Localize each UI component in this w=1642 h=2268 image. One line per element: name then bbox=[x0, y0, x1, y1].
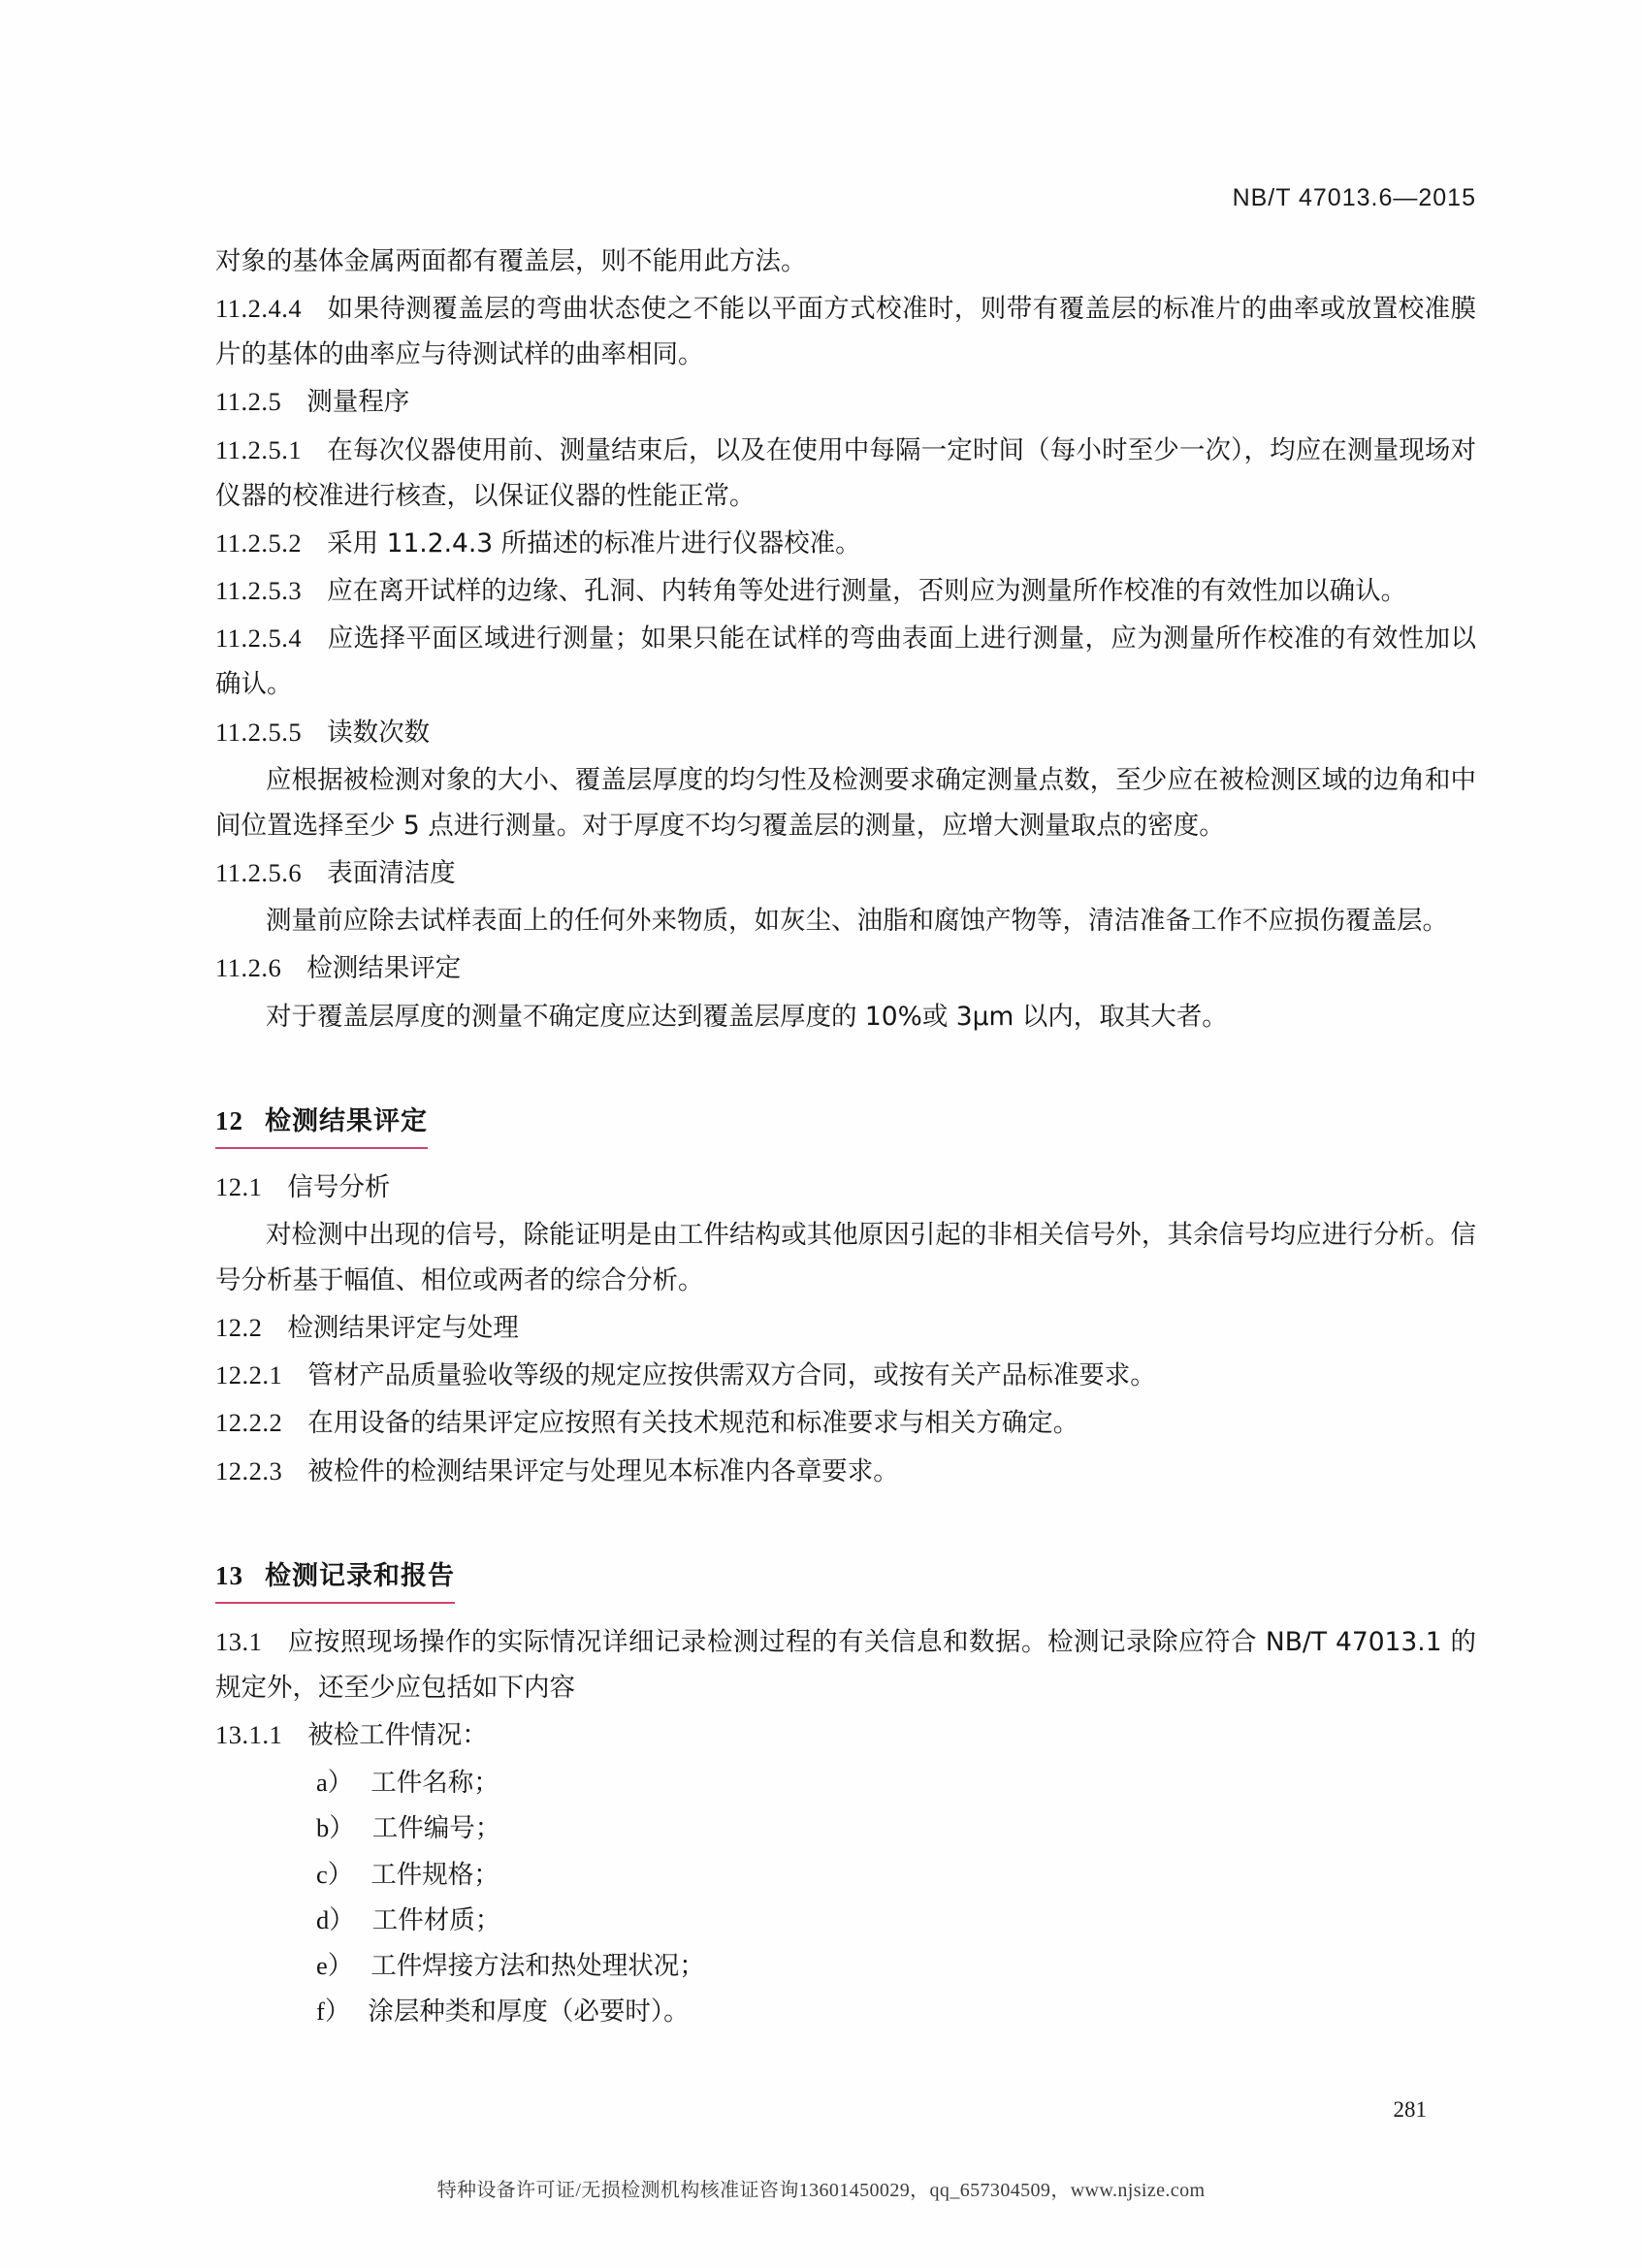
section-heading-13 bbox=[215, 1552, 455, 1604]
list-item bbox=[316, 1805, 1476, 1851]
list-item bbox=[316, 1760, 1476, 1805]
list-item-text: 工件材质； bbox=[371, 1904, 501, 1935]
paragraph-11-2-5-6-body: 测量前应除去试样表面上的任何外来物质，如灰尘、油脂和腐蚀产物等，清洁准备工作不应损伤覆盖层。 bbox=[266, 906, 1448, 937]
section-number: 13 bbox=[215, 1560, 243, 1590]
clause-number: 11.2.5.1 bbox=[215, 434, 303, 464]
document-body bbox=[215, 239, 1476, 2034]
clause-number: 11.2.5.2 bbox=[215, 527, 303, 558]
list-item-label: c） bbox=[316, 1859, 354, 1889]
clause-number: 12.1 bbox=[215, 1171, 263, 1201]
paragraph-12-2-1 bbox=[215, 1353, 1476, 1398]
paragraph-12-2-2 bbox=[215, 1400, 1476, 1446]
clause-number: 11.2.5.5 bbox=[215, 717, 303, 747]
list-item-text: 工件焊接方法和热处理状况； bbox=[370, 1950, 705, 1981]
clause-number: 12.2.1 bbox=[215, 1360, 283, 1390]
section-title: 检测结果评定 bbox=[265, 1105, 428, 1136]
clause-text: 应在离开试样的边缘、孔洞、内转角等处进行测量，否则应为测量所作校准的有效性加以确认。 bbox=[327, 576, 1407, 607]
clause-text: 采用 11.2.4.3 所描述的标准片进行仪器校准。 bbox=[327, 527, 861, 559]
paragraph-11-2-5-3 bbox=[215, 568, 1476, 614]
clause-text: 表面清洁度 bbox=[327, 858, 456, 889]
clause-text: 在每次仪器使用前、测量结束后，以及在使用中每隔一定时间（每小时至少一次），均应在测量现场对仪器的校准进行核查，以保证仪器的性能正常。 bbox=[215, 434, 1476, 511]
section-heading-12 bbox=[215, 1098, 428, 1149]
clause-text: 信号分析 bbox=[287, 1171, 391, 1202]
page-header-standard-code: NB/T 47013.6—2015 bbox=[1232, 184, 1476, 211]
paragraph-12-1-body: 对检测中出现的信号，除能证明是由工件结构或其他原因引起的非相关信号外，其余信号均应进行分析。信号分析基于幅值、相位或两者的综合分析。 bbox=[215, 1219, 1476, 1296]
clause-number: 13.1.1 bbox=[215, 1720, 283, 1750]
list-item bbox=[316, 1989, 1476, 2034]
clause-text: 应选择平面区域进行测量；如果只能在试样的弯曲表面上进行测量，应为测量所作校准的有效性加以确认。 bbox=[215, 623, 1476, 700]
list-item bbox=[316, 1898, 1476, 1943]
clause-number: 12.2.2 bbox=[215, 1408, 283, 1438]
list-item bbox=[316, 1852, 1476, 1898]
heading-11-2-5-5 bbox=[215, 710, 1476, 755]
page-content bbox=[215, 184, 1476, 2034]
clause-text: 测量程序 bbox=[306, 387, 410, 418]
heading-12-2 bbox=[215, 1305, 1476, 1351]
paragraph-continuation: 对象的基体金属两面都有覆盖层，则不能用此方法。 bbox=[215, 246, 807, 276]
paragraph-13-1 bbox=[215, 1619, 1476, 1710]
paragraph-11-2-5-4 bbox=[215, 616, 1476, 707]
clause-text: 读数次数 bbox=[327, 717, 431, 748]
clause-number: 11.2.5.4 bbox=[215, 623, 303, 654]
heading-12-1 bbox=[215, 1165, 1476, 1210]
heading-11-2-5 bbox=[215, 379, 1476, 425]
clause-text: 被检工件情况： bbox=[307, 1720, 488, 1751]
list-item-text: 工件名称； bbox=[370, 1768, 499, 1799]
heading-11-2-6 bbox=[215, 945, 1476, 991]
list-item-text: 工件编号； bbox=[371, 1813, 501, 1844]
clause-number: 11.2.5 bbox=[215, 387, 282, 417]
section-title: 检测记录和报告 bbox=[265, 1560, 455, 1591]
list-item-text: 工件规格； bbox=[370, 1859, 499, 1890]
paragraph-11-2-6-body: 对于覆盖层厚度的测量不确定度应达到覆盖层厚度的 10%或 3μm 以内，取其大者。 bbox=[266, 1001, 1228, 1032]
list-item-label: e） bbox=[316, 1950, 354, 1980]
clause-number: 13.1 bbox=[215, 1626, 263, 1656]
clause-text: 管材产品质量验收等级的规定应按供需双方合同，或按有关产品标准要求。 bbox=[307, 1360, 1156, 1391]
list-item bbox=[316, 1943, 1476, 1989]
clause-number: 11.2.4.4 bbox=[215, 294, 303, 324]
section-number: 12 bbox=[215, 1105, 243, 1135]
clause-number: 11.2.6 bbox=[215, 953, 282, 983]
clause-number: 12.2 bbox=[215, 1313, 263, 1343]
clause-number: 11.2.5.3 bbox=[215, 576, 303, 606]
list-item-text: 涂层种类和厚度（必要时）。 bbox=[368, 1996, 690, 2028]
footer-watermark-note: 特种设备许可证/无损检测机构核准证咨询13601450029，qq_657304509，www.njsize.com bbox=[436, 2180, 1206, 2201]
clause-text: 被检件的检测结果评定与处理见本标准内各章要求。 bbox=[307, 1455, 899, 1486]
clause-number: 11.2.5.6 bbox=[215, 858, 303, 888]
paragraph-11-2-5-1 bbox=[215, 428, 1476, 519]
paragraph-11-2-5-5-body: 应根据被检测对象的大小、覆盖层厚度的均匀性及检测要求确定测量点数，至少应在被检测区域的边角和中间位置选择至少 5 点进行测量。对于厚度不均匀覆盖层的测量，应增大测量取点的密度。 bbox=[215, 764, 1476, 841]
list-item-label: b） bbox=[316, 1813, 355, 1843]
clause-number: 12.2.3 bbox=[215, 1455, 283, 1485]
list-item-label: f） bbox=[316, 1996, 351, 2027]
heading-11-2-5-6 bbox=[215, 850, 1476, 896]
section-12-block bbox=[215, 1072, 1476, 1494]
paragraph-13-1-1 bbox=[215, 1712, 1476, 1758]
list-item-label: d） bbox=[316, 1904, 355, 1934]
paragraph-12-2-3 bbox=[215, 1449, 1476, 1494]
section-13-block bbox=[215, 1527, 1476, 2034]
clause-text: 应按照现场操作的实际情况详细记录检测过程的有关信息和数据。检测记录除应符合 NB/T 47013.1 的规定外，还至少应包括如下内容 bbox=[215, 1626, 1476, 1703]
clause-text: 在用设备的结果评定应按照有关技术规范和标准要求与相关方确定。 bbox=[307, 1408, 1079, 1439]
clause-text: 检测结果评定 bbox=[306, 953, 462, 984]
page-number: 281 bbox=[1393, 2097, 1427, 2122]
list-item-label: a） bbox=[316, 1768, 354, 1798]
clause-text: 检测结果评定与处理 bbox=[287, 1313, 519, 1344]
paragraph-11-2-4-4 bbox=[215, 286, 1476, 377]
paragraph-11-2-5-2 bbox=[215, 521, 1476, 566]
clause-text: 如果待测覆盖层的弯曲状态使之不能以平面方式校准时，则带有覆盖层的标准片的曲率或放置校准膜片的基体的曲率应与待测试样的曲率相同。 bbox=[215, 294, 1476, 370]
